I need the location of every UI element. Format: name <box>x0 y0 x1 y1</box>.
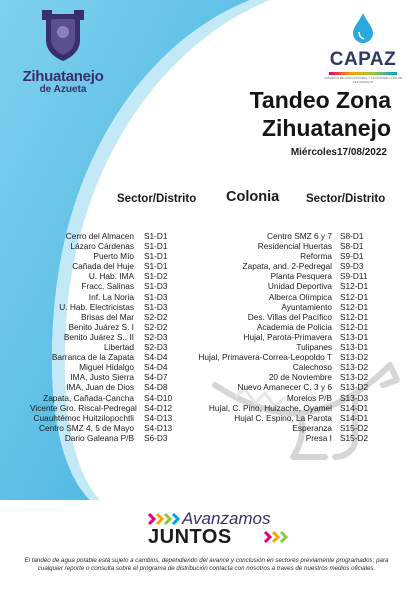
colonia-name: Cerro del Almacen <box>65 231 134 241</box>
sector-code: S15-D2 <box>340 422 369 433</box>
schedule-date: Miércoles17/08/2022 <box>290 147 387 158</box>
header-colonia: Colonia <box>226 189 280 205</box>
sector-code: S13-D2 <box>340 382 369 393</box>
sector-code: S4-D4 <box>144 362 168 373</box>
list-item <box>172 372 374 382</box>
sector-code: S1-D1 <box>144 261 168 272</box>
colonia-list-right <box>172 231 374 443</box>
colonia-name: Fracc. Salinas <box>81 281 134 292</box>
capaz-tagline: COMISIÓN DE AGUA POTABLE Y ALCANTARILLADO DE ZIHUATANEJO <box>323 76 403 84</box>
sector-code: S4-D10 <box>144 392 173 403</box>
list-item <box>172 302 374 312</box>
sector-code: S8-D1 <box>340 231 364 241</box>
sector-code: S1-D1 <box>144 241 168 252</box>
colonia-name: Presa I <box>305 432 332 443</box>
colonia-name: Morelos P/B <box>286 392 332 403</box>
disclaimer-text: El tandeo de agua potable está sujeto a cambios, dependiendo del avance y conclusión en sectores previamente programados; para cualquier reporte o consulta sobre el programa de distribución contacta con nosotros a traves de nuestros medios oficiales. <box>24 557 389 572</box>
arrow-dots-icon <box>148 512 180 526</box>
list-item <box>172 352 374 362</box>
colonia-name: Vicente Gro. Riscal-Pedregal <box>30 402 137 413</box>
sector-code: S15-D2 <box>340 432 369 443</box>
capaz-logo <box>323 12 403 84</box>
slogan-logo <box>148 510 271 547</box>
list-item <box>172 342 374 352</box>
colonia-name: 20 de Noviembre <box>268 372 332 383</box>
colonia-name: Centro SMZ 4, 5 de Mayo <box>39 422 134 433</box>
list-item <box>172 413 374 423</box>
list-item <box>172 433 374 443</box>
capaz-name: CAPAZ <box>329 49 397 70</box>
colonia-name: Benito Juárez S.. II <box>63 331 134 342</box>
list-item <box>172 271 374 281</box>
sector-code: S6-D3 <box>144 432 168 443</box>
list-item <box>172 322 374 332</box>
list-item <box>172 332 374 342</box>
sector-code: S2-D2 <box>144 311 168 322</box>
list-item <box>172 393 374 403</box>
colonia-name: Zapata, Cañada-Cancha <box>43 392 134 403</box>
list-item <box>30 322 170 332</box>
colonia-name: Ayuntamiento <box>281 301 332 312</box>
colonia-name: Cañada del Huje <box>72 261 134 272</box>
list-item <box>172 241 374 251</box>
list-item <box>30 281 170 291</box>
sector-code: S4-D13 <box>144 422 173 433</box>
colonia-name: Hujal, Parota-Primavera <box>243 331 332 342</box>
municipality-logo <box>8 8 118 95</box>
sector-code: S9-D3 <box>340 261 364 272</box>
list-item <box>172 362 374 372</box>
sector-code: S12-D1 <box>340 321 369 332</box>
page-title <box>250 86 391 142</box>
colonia-name: Calechoso <box>292 362 332 373</box>
list-item <box>30 241 170 251</box>
colonia-name: Brisas del Mar <box>80 311 134 322</box>
sector-code: S1-D3 <box>144 301 168 312</box>
arrow-dots-icon <box>264 530 294 544</box>
header-sector-right: Sector/Distrito <box>306 193 386 205</box>
colonia-name: Hujal C. Espino, La Parota <box>234 412 332 423</box>
colonia-name: Cuauhtémoc Huitzilopochtli <box>33 412 134 423</box>
colonia-name: Barranca de la Zapata <box>51 352 134 363</box>
sector-code: S4-D12 <box>144 402 173 413</box>
sector-code: S14-D1 <box>340 412 369 423</box>
colonia-name: Residencial Huertas <box>257 241 332 252</box>
colonia-name: U. Hab. Electricistas <box>59 301 134 312</box>
list-item <box>30 412 173 423</box>
colonia-name: Academia de Policia <box>256 321 332 332</box>
sector-code: S4-D13 <box>144 412 173 423</box>
colonia-name: Zapata, and. 2-Pedregal <box>242 261 332 272</box>
list-item <box>172 261 374 271</box>
slogan-line-1: Avanzamos <box>182 509 271 528</box>
colonia-name: Inf. La Noria <box>88 291 134 302</box>
sector-code: S14-D1 <box>340 402 369 413</box>
municipality-subtitle: de Azueta <box>39 84 87 95</box>
sector-code: S13-D2 <box>340 362 369 373</box>
colonia-list-left <box>30 231 173 443</box>
colonia-name: Miguel Hidalgo <box>79 362 134 373</box>
sector-code: S9-D1 <box>340 251 364 262</box>
colonia-name: Tulipanes <box>296 342 332 353</box>
sector-code: S4-D4 <box>144 352 168 363</box>
colonia-name: Centro SMZ 6 y 7 <box>266 231 332 241</box>
list-item <box>172 403 374 413</box>
water-drop-icon <box>351 12 375 44</box>
colonia-name: Nuevo Amanecer C. 3 y 6 <box>237 382 332 393</box>
colonia-name: IMA, Juan de Dios <box>66 382 134 393</box>
colonia-name: Puerto Mío <box>93 251 134 262</box>
list-item <box>172 292 374 302</box>
sector-code: S1-D1 <box>144 231 168 241</box>
list-item <box>30 422 173 433</box>
colonia-name: Reforma <box>300 251 332 262</box>
colonia-name: Lázaro Cárdenas <box>70 241 134 252</box>
sector-code: S12-D1 <box>340 281 369 292</box>
colonia-name: Hujal, C. Pino, Huizache, Oyamel <box>208 402 332 413</box>
colonia-name: U. Hab. IMA <box>88 271 134 282</box>
header-sector-left: Sector/Distrito <box>117 193 197 205</box>
capaz-color-bar <box>329 72 397 75</box>
sector-code: S8-D1 <box>340 241 364 252</box>
sector-code: S13-D1 <box>340 331 369 342</box>
list-item <box>172 281 374 291</box>
list-item <box>30 261 170 271</box>
sector-code: S2-D3 <box>144 331 168 342</box>
coat-of-arms-icon <box>40 8 86 62</box>
sector-code: S4-D8 <box>144 382 168 393</box>
sector-code: S4-D7 <box>144 372 168 383</box>
list-item <box>30 231 170 241</box>
list-item <box>30 352 170 362</box>
colonia-name: Esperanza <box>292 422 332 433</box>
sector-code: S12-D1 <box>340 301 369 312</box>
title-line-1: Tandeo Zona <box>249 87 391 113</box>
sector-code: S1-D3 <box>144 291 168 302</box>
list-item <box>30 292 170 302</box>
list-item <box>30 433 170 443</box>
list-item <box>30 271 170 281</box>
sector-code: S13-D2 <box>340 372 369 383</box>
slogan-line-2: JUNTOS <box>148 526 232 548</box>
sector-code: S12-D1 <box>340 291 369 302</box>
list-item <box>172 312 374 322</box>
list-item <box>30 362 170 372</box>
list-item <box>30 312 170 322</box>
sector-code: S13-D1 <box>340 342 369 353</box>
sector-code: S2-D2 <box>144 321 168 332</box>
sector-code: S9-D11 <box>340 271 368 282</box>
list-item <box>30 402 173 413</box>
sector-code: S1-D2 <box>144 271 168 282</box>
sector-code: S1-D3 <box>144 281 168 292</box>
list-item <box>30 332 170 342</box>
list-item <box>30 372 170 382</box>
list-item <box>172 423 374 433</box>
sector-code: S13-D2 <box>340 352 369 363</box>
list-item <box>30 302 170 312</box>
list-item <box>30 392 173 403</box>
sector-code: S2-D3 <box>144 342 168 353</box>
sector-code: S1-D1 <box>144 251 168 262</box>
list-item <box>172 382 374 392</box>
list-item <box>30 251 170 261</box>
title-line-2: Zihuatanejo <box>261 115 391 141</box>
list-item <box>30 382 170 392</box>
colonia-name: Dario Galeana P/B <box>64 432 134 443</box>
list-item <box>172 231 374 241</box>
colonia-name: Unidad Deportiva <box>267 281 332 292</box>
colonia-name: Hujal, Primavera-Correa-Leopoldo T <box>198 352 332 363</box>
colonia-name: Des. Villas del Pacífico <box>247 311 332 322</box>
colonia-name: Benito Juárez S. I <box>68 321 134 332</box>
municipality-name: Zihuatanejo <box>22 68 104 85</box>
list-item <box>30 342 170 352</box>
sector-code: S12-D1 <box>340 311 369 322</box>
colonia-name: Libertad <box>104 342 134 353</box>
list-item <box>172 251 374 261</box>
colonia-name: Planta Pesquera <box>270 271 332 282</box>
colonia-name: IMA, Justo Sierra <box>70 372 134 383</box>
sector-code: S13-D3 <box>340 392 369 403</box>
colonia-name: Alberca Olímpica <box>268 291 332 302</box>
